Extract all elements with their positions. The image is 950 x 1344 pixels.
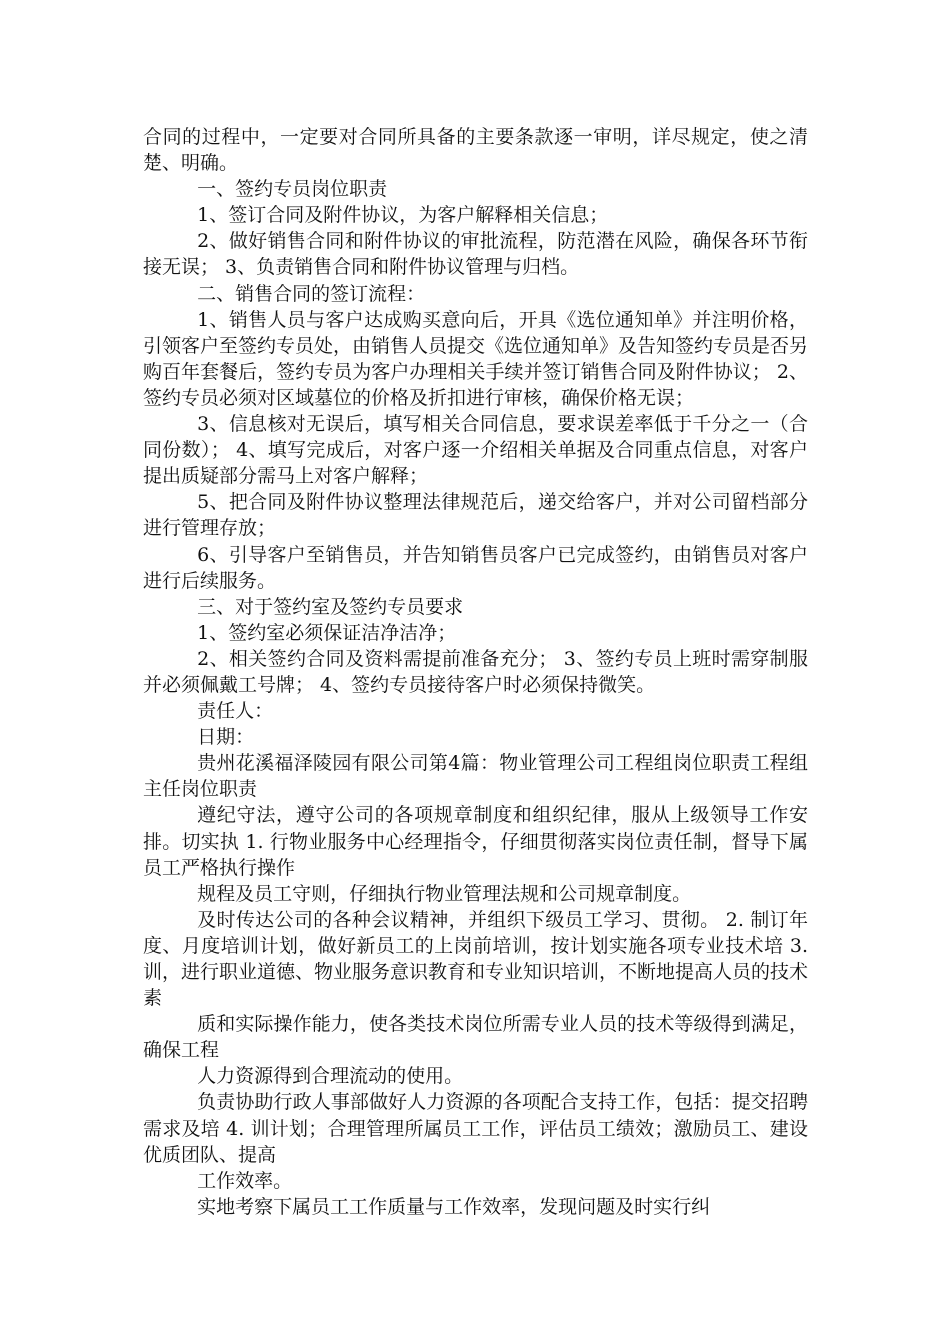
document-paragraph: 1、签约室必须保证洁净洁净；	[197, 621, 457, 644]
document-paragraph: 2、做好销售合同和附件协议的审批流程，防范潜在风险，确保各环节衔接无误； 3、负责销售合同和附件协议管理与归档。	[143, 230, 808, 279]
document-paragraph: 1、签订合同及附件协议，为客户解释相关信息；	[197, 204, 609, 227]
document-paragraph: 工作效率。	[197, 1169, 293, 1192]
document-paragraph: 及时传达公司的各种会议精神，并组织下级员工学习、贯彻。 2. 制订年度、月度培训计划，做好新员工的上岗前培训，按计划实施各项专业技术培 3. 训，进行职业道德、物业服务意识教育和专业知识培训，不断地提高人员的技术素	[143, 908, 809, 1010]
document-paragraph: 合同的过程中，一定要对合同所具备的主要条款逐一审明，详尽规定，使之清楚、明确。	[143, 126, 808, 175]
document-paragraph: 1、销售人员与客户达成购买意向后，开具《选位通知单》并注明价格，引领客户至签约专员处，由销售人员提交《选位通知单》及告知签约专员是否另购百年套餐后，签约专员为客户办理相关手续并签订销售合同及附件协议； 2、签约专员必须对区域墓位的价格及折扣进行审核，确保价格无误；	[143, 308, 809, 409]
document-paragraph: 人力资源得到合理流动的使用。	[197, 1065, 464, 1088]
document-paragraph: 质和实际操作能力，使各类技术岗位所需专业人员的技术等级得到满足，确保工程	[143, 1013, 808, 1062]
document-paragraph: 责任人：	[197, 700, 274, 723]
document-paragraph: 5、把合同及附件协议整理法律规范后，递交给客户，并对公司留档部分进行管理存放；	[143, 491, 808, 540]
document-page	[143, 124, 808, 1220]
document-paragraph: 一、签约专员岗位职责	[197, 178, 388, 201]
document-paragraph: 2、相关签约合同及资料需提前准备充分； 3、签约专员上班时需穿制服并必须佩戴工号牌； 4、签约专员接待客户时必须保持微笑。	[143, 647, 808, 696]
document-paragraph: 实地考察下属员工工作质量与工作效率，发现问题及时实行纠	[197, 1195, 711, 1218]
document-paragraph: 贵州花溪福泽陵园有限公司第4篇：物业管理公司工程组岗位职责工程组主任岗位职责	[143, 752, 808, 801]
document-paragraph: 二、销售合同的签订流程：	[197, 282, 426, 305]
document-paragraph: 三、对于签约室及签约专员要求	[197, 595, 464, 618]
document-paragraph: 规程及员工守则，仔细执行物业管理法规和公司规章制度。	[197, 882, 692, 905]
document-paragraph: 6、引导客户至销售员，并告知销售员客户已完成签约，由销售员对客户进行后续服务。	[143, 543, 808, 592]
document-paragraph: 日期：	[197, 726, 255, 749]
document-paragraph: 负责协助行政人事部做好人力资源的各项配合支持工作，包括：提交招聘需求及培 4. 训计划；合理管理所属员工工作，评估员工绩效；激励员工、建设优质团队、提高	[143, 1091, 808, 1166]
document-paragraph: 遵纪守法，遵守公司的各项规章制度和组织纪律，服从上级领导工作安排。切实执 1. 行物业服务中心经理指令，仔细贯彻落实岗位责任制，督导下属员工严格执行操作	[143, 804, 808, 879]
document-paragraph: 3、信息核对无误后，填写相关合同信息，要求误差率低于千分之一（合同份数）； 4、填写完成后，对客户逐一介绍相关单据及合同重点信息，对客户提出质疑部分需马上对客户解释；	[143, 413, 808, 488]
